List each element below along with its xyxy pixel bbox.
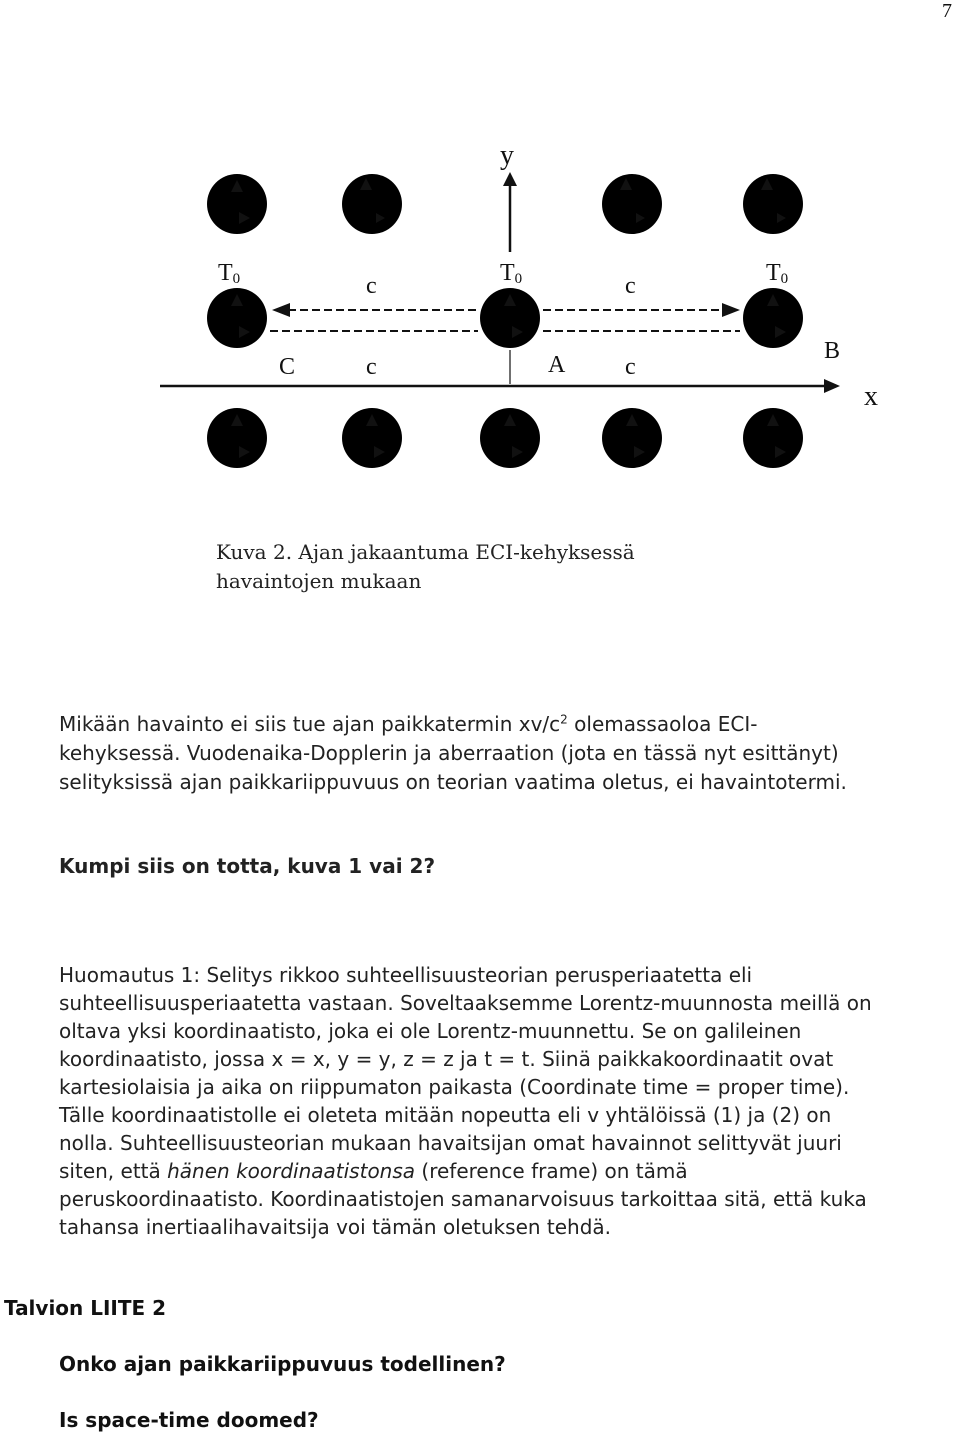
- point-label-c: C: [279, 354, 296, 380]
- clock-icon: [207, 408, 267, 468]
- body-paragraph: Mikään havainto ei siis tue ajan paikkatermin $xv/c^2$ olemassaoloa ECI-kehyksessä. Vuodenaika-Dopplerin ja aberraation (jota en tässä nyt esittänyt) selityksissä ajan paikkariippuvuus on teorian vaatima oletus, ei havaintotermi.: [59, 712, 847, 794]
- clock-label-left: T0: [218, 260, 241, 287]
- time-division-diagram: [0, 0, 960, 520]
- figure-caption: [216, 538, 635, 596]
- speed-label: c: [366, 354, 377, 380]
- appendix-subtitle: Is space-time doomed?: [59, 1408, 319, 1432]
- caption-line: Kuva 2. Ajan jakaantuma ECI-kehyksessä: [216, 540, 635, 564]
- speed-label: c: [366, 273, 377, 299]
- y-axis-label: y: [500, 140, 514, 171]
- light-signal-arrowhead: [272, 303, 290, 317]
- caption-line: havaintojen mukaan: [216, 569, 422, 593]
- point-label-b: B: [824, 338, 841, 364]
- note-paragraph: Huomautus 1: Selitys rikkoo suhteellisuusteorian perusperiaatetta eli suhteellisuusperiaatetta vastaan. Soveltaaksemme Lorentz-muunnosta meillä on oltava yksi koordinaatisto, joka ei ole Lorentz-muunnettu. Se on galileinen koordinaatisto, jossa x = x, y = y, z = z ja t = t. Siinä paikkakoordinaatit ovat kartesiolaisia ja aika on riippumaton paikasta (Coordinate time = proper time). Tälle koordinaatistolle ei oleteta mitään nopeutta eli v yhtälöissä (1) ja (2) on nolla. Suhteellisuusteorian mukaan havaitsijan omat havainnot selittyvät juuri siten, että hänen koordinaatistonsa (reference frame) on tämä peruskoordinaatisto. Koordinaatistojen samanarvoisuus tarkoittaa sitä, että kuka tahansa inertiaalihavaitsija voi tämän oletuksen tehdä.: [59, 963, 872, 1239]
- point-label-a: A: [548, 352, 566, 378]
- page-number: 7: [942, 0, 952, 22]
- clock-label-middle: T0: [500, 260, 523, 287]
- appendix-title: Talvion LIITE 2: [4, 1296, 167, 1320]
- clock-icon: [207, 174, 267, 234]
- speed-label: c: [625, 354, 636, 380]
- appendix-subtitle: Onko ajan paikkariippuvuus todellinen?: [59, 1352, 506, 1376]
- clock-icon: [342, 408, 402, 468]
- x-axis-label: x: [864, 381, 878, 412]
- y-axis-arrowhead: [503, 172, 517, 186]
- clock-icon: [743, 288, 803, 348]
- clock-icon: [480, 408, 540, 468]
- x-axis-arrowhead: [824, 379, 840, 393]
- clock-icon: [480, 288, 540, 348]
- clock-icon: [602, 174, 662, 234]
- clock-label-right: T0: [766, 260, 789, 287]
- light-signal-arrowhead: [722, 303, 740, 317]
- question-heading: Kumpi siis on totta, kuva 1 vai 2?: [59, 854, 436, 878]
- clock-icon: [743, 174, 803, 234]
- clock-icon: [207, 288, 267, 348]
- clock-icon: [602, 408, 662, 468]
- speed-label: c: [625, 273, 636, 299]
- clock-icon: [342, 174, 402, 234]
- clock-icon: [743, 408, 803, 468]
